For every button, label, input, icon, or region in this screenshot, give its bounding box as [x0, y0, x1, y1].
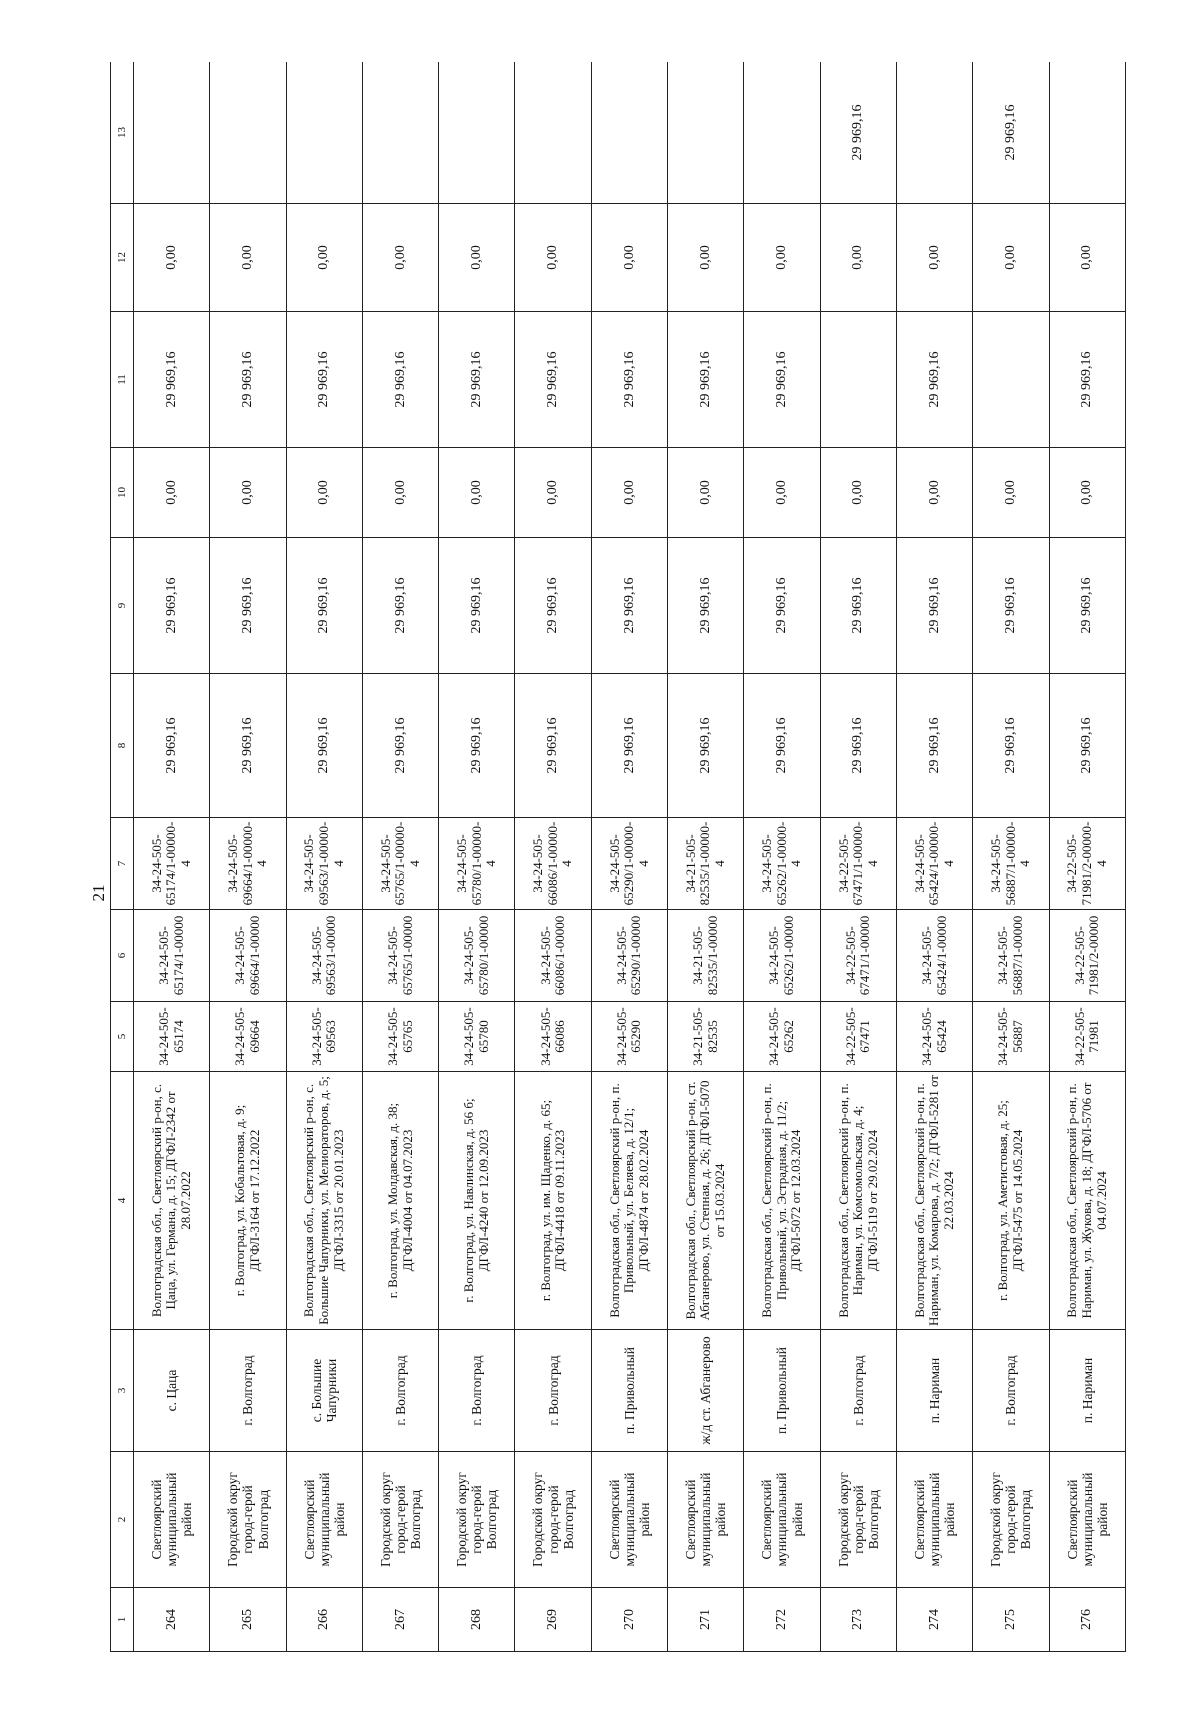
amount-cell: 29 969,16 — [439, 312, 515, 448]
code-cell: 34-21-505-82535 — [668, 1002, 744, 1072]
amount-cell: 29 969,16 — [744, 538, 820, 674]
row-number: 271 — [668, 1588, 744, 1652]
code-cell: 34-24-505-65262/1-00000-4 — [744, 818, 820, 910]
district-cell: Городской округ город-герой Волгоград — [362, 1452, 438, 1588]
amount-cell: 0,00 — [439, 204, 515, 312]
amount-cell: 0,00 — [515, 204, 591, 312]
amount-cell: 0,00 — [515, 448, 591, 538]
code-cell: 34-22-505-71981 — [1049, 1002, 1125, 1072]
amount-cell: 29 969,16 — [439, 674, 515, 818]
district-cell: Светлоярский муниципальный район — [896, 1452, 972, 1588]
amount-cell: 0,00 — [744, 448, 820, 538]
locality-cell: г. Волгоград — [820, 1330, 896, 1452]
district-cell: Светлоярский муниципальный район — [134, 1452, 210, 1588]
amount-cell: 29 969,16 — [896, 312, 972, 448]
row-number: 268 — [439, 1588, 515, 1652]
code-cell: 34-22-505-71981/2-00000-4 — [1049, 818, 1125, 910]
amount-cell: 29 969,16 — [1049, 312, 1125, 448]
code-cell: 34-24-505-66086/1-00000 — [515, 910, 591, 1002]
table-body — [134, 62, 1126, 1652]
code-cell: 34-21-505-82535/1-00000-4 — [668, 818, 744, 910]
amount-cell: 29 969,16 — [134, 312, 210, 448]
code-cell: 34-24-505-56887/1-00000 — [973, 910, 1049, 1002]
code-cell: 34-24-505-65765 — [362, 1002, 438, 1072]
amount-cell: 29 969,16 — [1049, 674, 1125, 818]
code-cell: 34-21-505-82535/1-00000 — [668, 910, 744, 1002]
amount-cell: 29 969,16 — [362, 674, 438, 818]
address-cell: Волгоградская обл., Светлоярский р-он, п. Нариман, ул. Комсомольская, д. 4; ДГФЛ-5119 от 29.02.2024 — [820, 1072, 896, 1330]
amount-cell: 29 969,16 — [820, 674, 896, 818]
district-cell: Городской округ город-герой Волгоград — [973, 1452, 1049, 1588]
district-cell: Светлоярский муниципальный район — [744, 1452, 820, 1588]
locality-cell: с. Цаца — [134, 1330, 210, 1452]
locality-cell: г. Волгоград — [439, 1330, 515, 1452]
code-cell: 34-24-505-65174/1-00000 — [134, 910, 210, 1002]
amount-cell: 29 969,16 — [668, 538, 744, 674]
amount-cell: 29 969,16 — [896, 538, 972, 674]
code-cell: 34-22-505-67471/1-00000-4 — [820, 818, 896, 910]
amount-cell: 29 969,16 — [286, 538, 362, 674]
code-cell: 34-24-505-56887/1-00000-4 — [973, 818, 1049, 910]
address-cell: г. Волгоград, ул. Аметистовая, д. 25; ДГФЛ-5475 от 14.05.2024 — [973, 1072, 1049, 1330]
column-number-3: 3 — [111, 1330, 134, 1452]
code-cell: 34-24-505-65424/1-00000-4 — [896, 818, 972, 910]
code-cell: 34-24-505-65262/1-00000 — [744, 910, 820, 1002]
locality-cell: п. Нариман — [896, 1330, 972, 1452]
address-cell: Волгоградская обл., Светлоярский р-он, с. Большие Чапурники, ул. Мелиораторов, д. 5; ДГФЛ-3315 от 20.01.2023 — [286, 1072, 362, 1330]
table-container — [110, 62, 1126, 1652]
amount-cell — [286, 62, 362, 204]
code-cell: 34-24-505-65424 — [896, 1002, 972, 1072]
code-cell: 34-22-505-71981/2-00000 — [1049, 910, 1125, 1002]
code-cell: 34-22-505-67471 — [820, 1002, 896, 1072]
address-cell: Волгоградская обл., Светлоярский р-он, п. Нариман, ул. Комарова, д. 7/2; ДГФЛ-5281 от 22.03.2024 — [896, 1072, 972, 1330]
amount-cell: 29 969,16 — [286, 312, 362, 448]
amount-cell: 0,00 — [134, 204, 210, 312]
district-cell: Городской округ город-герой Волгоград — [820, 1452, 896, 1588]
amount-cell: 0,00 — [896, 448, 972, 538]
amount-cell: 29 969,16 — [362, 538, 438, 674]
amount-cell: 0,00 — [286, 204, 362, 312]
amount-cell: 29 969,16 — [896, 674, 972, 818]
row-number: 275 — [973, 1588, 1049, 1652]
amount-cell: 0,00 — [973, 448, 1049, 538]
locality-cell: г. Волгоград — [515, 1330, 591, 1452]
amount-cell: 0,00 — [362, 204, 438, 312]
district-cell: Городской округ город-герой Волгоград — [515, 1452, 591, 1588]
column-number-8: 8 — [111, 674, 134, 818]
row-number: 269 — [515, 1588, 591, 1652]
code-cell: 34-24-505-65290/1-00000-4 — [591, 818, 667, 910]
amount-cell: 0,00 — [591, 448, 667, 538]
code-cell: 34-22-505-67471/1-00000 — [820, 910, 896, 1002]
code-cell: 34-24-505-56887 — [973, 1002, 1049, 1072]
amount-cell: 29 969,16 — [973, 674, 1049, 818]
table-row — [439, 62, 515, 1652]
table-row — [896, 62, 972, 1652]
column-number-10: 10 — [111, 448, 134, 538]
district-cell: Светлоярский муниципальный район — [591, 1452, 667, 1588]
table-row — [591, 62, 667, 1652]
address-cell: Волгоградская обл., Светлоярский р-он, п. Нариман, ул. Жукова, д. 18; ДГФЛ-5706 от 04.07.2024 — [1049, 1072, 1125, 1330]
column-number-12: 12 — [111, 204, 134, 312]
row-number: 273 — [820, 1588, 896, 1652]
amount-cell: 29 969,16 — [515, 312, 591, 448]
amount-cell: 29 969,16 — [210, 674, 286, 818]
locality-cell: п. Нариман — [1049, 1330, 1125, 1452]
table-row — [744, 62, 820, 1652]
code-cell: 34-24-505-66086 — [515, 1002, 591, 1072]
district-cell: Светлоярский муниципальный район — [668, 1452, 744, 1588]
table-row — [973, 62, 1049, 1652]
amount-cell: 0,00 — [210, 204, 286, 312]
amount-cell — [668, 62, 744, 204]
amount-cell: 29 969,16 — [820, 538, 896, 674]
amount-cell: 0,00 — [820, 204, 896, 312]
address-cell: Волгоградская обл., Светлоярский р-он, п. Привольный, ул. Беляева, д. 12/1; ДГФЛ-4874 от 28.02.2024 — [591, 1072, 667, 1330]
address-cell: г. Волгоград, ул. Молдавская, д. 38; ДГФЛ-4004 от 04.07.2023 — [362, 1072, 438, 1330]
amount-cell: 29 969,16 — [439, 538, 515, 674]
amount-cell: 29 969,16 — [668, 312, 744, 448]
amount-cell: 0,00 — [286, 448, 362, 538]
amount-cell: 29 969,16 — [668, 674, 744, 818]
amount-cell — [439, 62, 515, 204]
amount-cell: 29 969,16 — [134, 674, 210, 818]
amount-cell: 29 969,16 — [820, 62, 896, 204]
address-cell: Волгоградская обл., Светлоярский р-он, п. Привольный, ул. Эстрадная, д. 11/2; ДГФЛ-5072 от 12.03.2024 — [744, 1072, 820, 1330]
district-cell: Городской округ город-герой Волгоград — [439, 1452, 515, 1588]
row-number: 265 — [210, 1588, 286, 1652]
amount-cell: 0,00 — [362, 448, 438, 538]
column-number-6: 6 — [111, 910, 134, 1002]
address-cell: г. Волгоград, ул. Кобальтовая, д. 9; ДГФЛ-3164 от 17.12.2022 — [210, 1072, 286, 1330]
code-cell: 34-24-505-65174 — [134, 1002, 210, 1072]
amount-cell: 29 969,16 — [591, 674, 667, 818]
locality-cell: п. Привольный — [744, 1330, 820, 1452]
column-number-row — [111, 62, 134, 1652]
page-number: 21 — [89, 884, 108, 902]
amount-cell: 0,00 — [591, 204, 667, 312]
row-number: 270 — [591, 1588, 667, 1652]
locality-cell: ж/д ст. Абганерово — [668, 1330, 744, 1452]
locality-cell: г. Волгоград — [362, 1330, 438, 1452]
row-number: 274 — [896, 1588, 972, 1652]
address-cell: г. Волгоград, ул. им. Щаденко, д. 65; ДГФЛ-4418 от 09.11.2023 — [515, 1072, 591, 1330]
district-cell: Светлоярский муниципальный район — [286, 1452, 362, 1588]
column-number-9: 9 — [111, 538, 134, 674]
amount-cell — [820, 312, 896, 448]
row-number: 267 — [362, 1588, 438, 1652]
locality-cell: г. Волгоград — [210, 1330, 286, 1452]
address-cell: Волгоградская обл., Светлоярский р-он, ст. Абганерово, ул. Степная, д. 26; ДГФЛ-5070 от 15.03.2024 — [668, 1072, 744, 1330]
code-cell: 34-24-505-69664/1-00000 — [210, 910, 286, 1002]
row-number: 272 — [744, 1588, 820, 1652]
amount-cell: 29 969,16 — [515, 674, 591, 818]
registry-table — [110, 62, 1126, 1652]
amount-cell — [591, 62, 667, 204]
table-row — [668, 62, 744, 1652]
amount-cell: 29 969,16 — [134, 538, 210, 674]
code-cell: 34-24-505-65174/1-00000-4 — [134, 818, 210, 910]
row-number: 264 — [134, 1588, 210, 1652]
code-cell: 34-24-505-69563/1-00000-4 — [286, 818, 362, 910]
amount-cell: 29 969,16 — [286, 674, 362, 818]
code-cell: 34-24-505-65290 — [591, 1002, 667, 1072]
code-cell: 34-24-505-65262 — [744, 1002, 820, 1072]
code-cell: 34-24-505-69664 — [210, 1002, 286, 1072]
amount-cell — [744, 62, 820, 204]
amount-cell: 29 969,16 — [973, 62, 1049, 204]
amount-cell: 29 969,16 — [744, 312, 820, 448]
amount-cell: 29 969,16 — [515, 538, 591, 674]
amount-cell — [1049, 62, 1125, 204]
amount-cell — [515, 62, 591, 204]
locality-cell: г. Волгоград — [973, 1330, 1049, 1452]
code-cell: 34-24-505-66086/1-00000-4 — [515, 818, 591, 910]
address-cell: г. Волгоград, ул. Навлинская, д. 56 б; ДГФЛ-4240 от 12.09.2023 — [439, 1072, 515, 1330]
amount-cell: 0,00 — [668, 448, 744, 538]
code-cell: 34-24-505-65424/1-00000 — [896, 910, 972, 1002]
amount-cell: 29 969,16 — [210, 312, 286, 448]
amount-cell: 0,00 — [210, 448, 286, 538]
locality-cell: п. Привольный — [591, 1330, 667, 1452]
amount-cell: 0,00 — [820, 448, 896, 538]
code-cell: 34-24-505-65780/1-00000 — [439, 910, 515, 1002]
code-cell: 34-24-505-65765/1-00000-4 — [362, 818, 438, 910]
rotated-table-frame — [110, 62, 1126, 1652]
amount-cell — [973, 312, 1049, 448]
table-row — [1049, 62, 1125, 1652]
amount-cell: 0,00 — [1049, 204, 1125, 312]
locality-cell: с. Большие Чапурники — [286, 1330, 362, 1452]
code-cell: 34-24-505-65780 — [439, 1002, 515, 1072]
amount-cell: 0,00 — [1049, 448, 1125, 538]
amount-cell: 0,00 — [744, 204, 820, 312]
amount-cell — [210, 62, 286, 204]
column-number-11: 11 — [111, 312, 134, 448]
district-cell: Светлоярский муниципальный район — [1049, 1452, 1125, 1588]
code-cell: 34-24-505-69563/1-00000 — [286, 910, 362, 1002]
table-row — [134, 62, 210, 1652]
code-cell: 34-24-505-65290/1-00000 — [591, 910, 667, 1002]
column-number-13: 13 — [111, 62, 134, 204]
table-row — [362, 62, 438, 1652]
amount-cell — [896, 62, 972, 204]
amount-cell: 0,00 — [134, 448, 210, 538]
amount-cell: 0,00 — [668, 204, 744, 312]
amount-cell — [362, 62, 438, 204]
amount-cell: 29 969,16 — [591, 538, 667, 674]
amount-cell: 0,00 — [973, 204, 1049, 312]
column-number-7: 7 — [111, 818, 134, 910]
column-number-2: 2 — [111, 1452, 134, 1588]
amount-cell: 29 969,16 — [1049, 538, 1125, 674]
amount-cell: 29 969,16 — [362, 312, 438, 448]
amount-cell: 29 969,16 — [591, 312, 667, 448]
table-row — [210, 62, 286, 1652]
amount-cell: 29 969,16 — [210, 538, 286, 674]
code-cell: 34-24-505-69563 — [286, 1002, 362, 1072]
column-number-5: 5 — [111, 1002, 134, 1072]
amount-cell: 0,00 — [439, 448, 515, 538]
amount-cell: 29 969,16 — [744, 674, 820, 818]
amount-cell — [134, 62, 210, 204]
column-number-4: 4 — [111, 1072, 134, 1330]
district-cell: Городской округ город-герой Волгоград — [210, 1452, 286, 1588]
table-row — [820, 62, 896, 1652]
column-number-1: 1 — [111, 1588, 134, 1652]
row-number: 276 — [1049, 1588, 1125, 1652]
address-cell: Волгоградская обл., Светлоярский р-он, с. Цаца, ул. Германа, д. 15; ДГФЛ-2342 от 28.07.2022 — [134, 1072, 210, 1330]
code-cell: 34-24-505-65765/1-00000 — [362, 910, 438, 1002]
amount-cell: 0,00 — [896, 204, 972, 312]
amount-cell: 29 969,16 — [973, 538, 1049, 674]
row-number: 266 — [286, 1588, 362, 1652]
table-row — [515, 62, 591, 1652]
code-cell: 34-24-505-69664/1-00000-4 — [210, 818, 286, 910]
code-cell: 34-24-505-65780/1-00000-4 — [439, 818, 515, 910]
table-row — [286, 62, 362, 1652]
